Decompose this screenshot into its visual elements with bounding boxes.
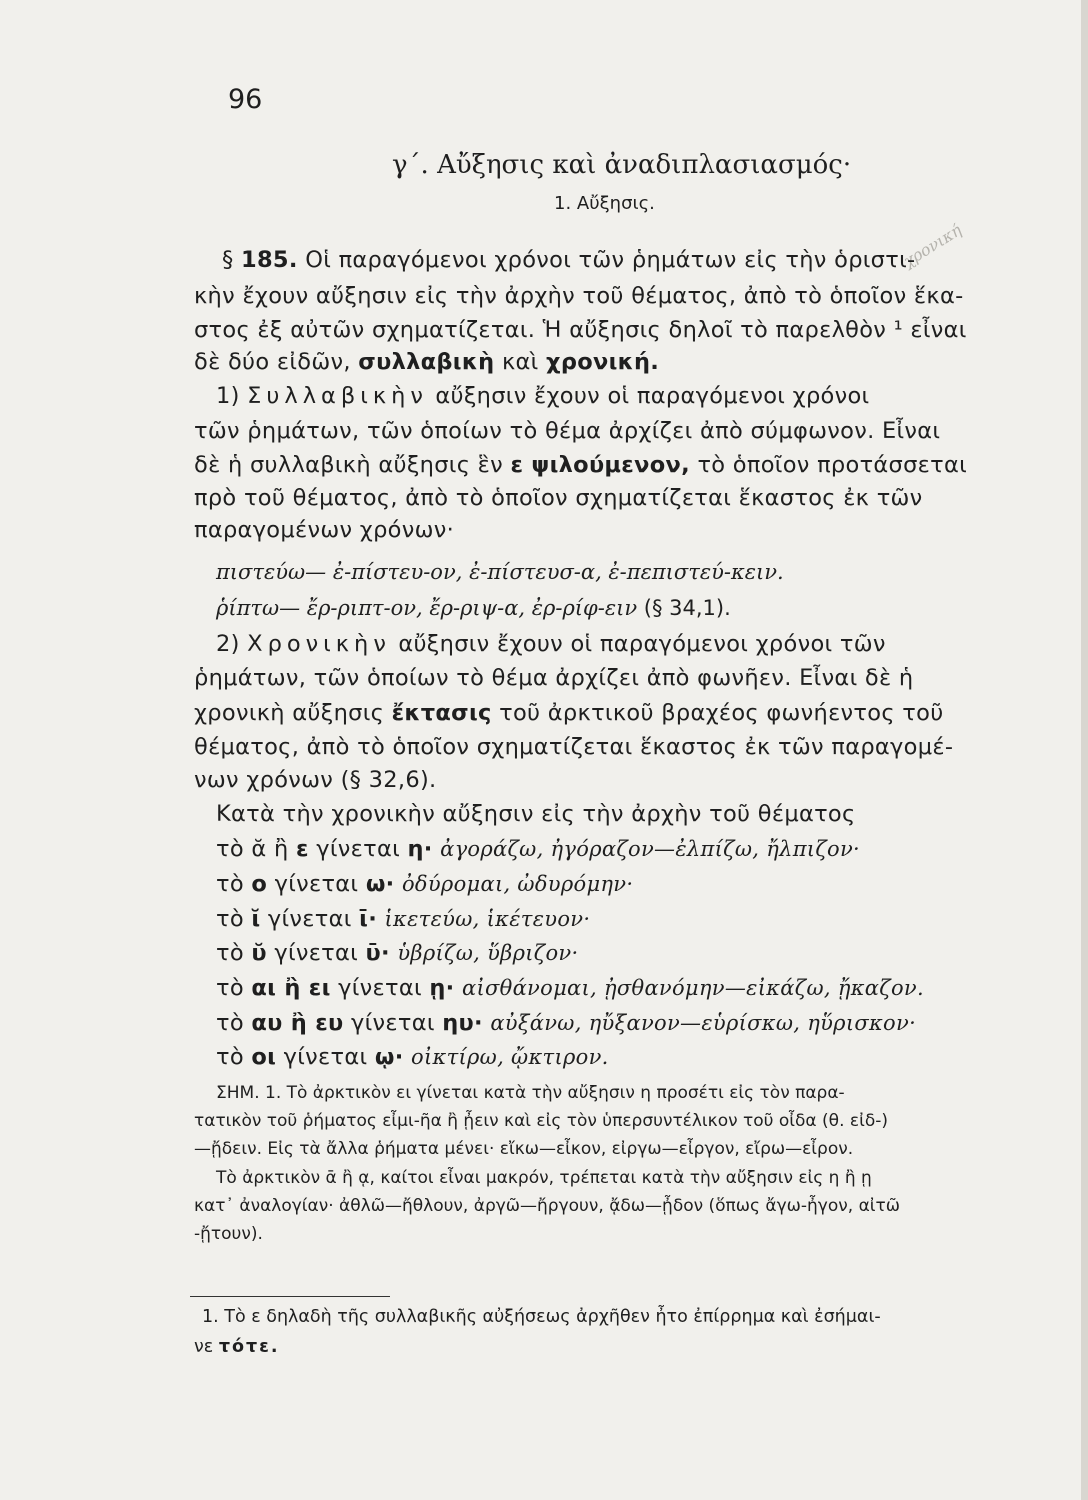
bold-term: ε ψιλούμενον, bbox=[510, 452, 690, 478]
text: τὸ bbox=[216, 1010, 244, 1036]
note-line: -ᾔτουν). bbox=[194, 1224, 263, 1244]
paragraph-2-line-1 bbox=[216, 631, 886, 657]
example: ὀδύρομαι, ὠδυρόμην· bbox=[401, 872, 634, 896]
chapter-title: γ΄. Αὔξησις καὶ ἀναδιπλασιασμός· bbox=[392, 150, 852, 180]
text: γίνεται bbox=[283, 1044, 368, 1070]
margin-note: χρονική bbox=[899, 220, 965, 271]
vowel: ο bbox=[251, 871, 268, 897]
text: χρονικὴ αὔξησις bbox=[194, 700, 385, 726]
spaced-term: τότε. bbox=[218, 1337, 280, 1357]
paragraph-1-line-4: πρὸ τοῦ θέματος, ἀπὸ τὸ ὁποῖον σχηματίζεται ἕκαστος ἐκ τῶν bbox=[194, 485, 923, 511]
paragraph-2-line-5: νων χρόνων (§ 32,6). bbox=[194, 767, 437, 793]
rule-row bbox=[216, 836, 860, 862]
rule-row bbox=[216, 940, 578, 966]
example: αἰσθάνομαι, ᾐσθανόμην—εἰκάζω, ᾔκαζον. bbox=[461, 976, 924, 1000]
text: Οἱ παραγόμενοι χρόνοι τῶν ῥημάτων εἰς τὴν ὁριστι- bbox=[305, 247, 916, 273]
text: τὸ bbox=[216, 1044, 244, 1070]
item-number: 1) bbox=[216, 383, 240, 409]
rule-row bbox=[216, 871, 633, 897]
text: γίνεται bbox=[316, 836, 401, 862]
rule-row bbox=[216, 1044, 609, 1070]
text: τὸ bbox=[216, 906, 244, 932]
paragraph-1-line-3 bbox=[194, 452, 967, 478]
vowel-result: η· bbox=[407, 836, 433, 862]
reference: (§ 34,1). bbox=[643, 596, 731, 620]
term-syllabic: συλλαβικὴ bbox=[358, 349, 495, 375]
vowel-result: ῃ· bbox=[429, 975, 455, 1001]
example-line-2 bbox=[216, 596, 731, 620]
example: οἰκτίρω, ᾤκτιρον. bbox=[411, 1045, 609, 1069]
paragraph-185-line-1 bbox=[222, 247, 915, 273]
vowel-result: ῳ· bbox=[374, 1044, 404, 1070]
rule-row bbox=[216, 975, 924, 1001]
text: τὸ ᾰ ἢ bbox=[216, 836, 289, 862]
paragraph-185-line-4 bbox=[194, 349, 659, 375]
footnote-line-1: 1. Τὸ ε δηλαδὴ τῆς συλλαβικῆς αὐξήσεως ἀρχῆθεν ἦτο ἐπίρρημα καὶ ἐσήμαι- bbox=[202, 1307, 881, 1327]
vowel-result: ῡ· bbox=[365, 940, 390, 966]
example: ἀγοράζω, ἠγόραζον—ἐλπίζω, ἤλπιζον· bbox=[440, 837, 861, 861]
footnote-line-2 bbox=[194, 1337, 280, 1357]
text: γίνεται bbox=[274, 940, 359, 966]
spaced-term: Χρονικὴν bbox=[247, 631, 391, 657]
text: καὶ bbox=[501, 349, 539, 375]
paragraph-185-line-3: στος ἐξ αὐτῶν σχηματίζεται. Ἡ αὔξησις δηλοῖ τὸ παρελθὸν ¹ εἶναι bbox=[194, 317, 967, 343]
example-line-1: πιστεύω— ἐ-πίστευ-ον, ἐ-πίστευσ-α, ἐ-πεπιστεύ-κειν. bbox=[216, 560, 784, 584]
bold-term: ἔκτασις bbox=[391, 700, 492, 726]
rule-row bbox=[216, 1010, 916, 1036]
kata-line: Κατὰ τὴν χρονικὴν αὔξησιν εἰς τὴν ἀρχὴν τοῦ θέματος bbox=[216, 801, 856, 827]
text: γίνεται bbox=[350, 1010, 435, 1036]
paragraph-1-line-5: παραγομένων χρόνων· bbox=[194, 517, 455, 543]
item-number: 2) bbox=[216, 631, 240, 657]
page-edge bbox=[1081, 0, 1088, 1500]
note-line: —ᾔδειν. Εἰς τὰ ἄλλα ῥήματα μένει· εἴκω—εἶκον, εἰργω—εἶργον, εἴρω—εἶρον. bbox=[194, 1139, 854, 1159]
paragraph-185-line-2: κὴν ἔχουν αὔξησιν εἰς τὴν ἀρχὴν τοῦ θέματος, ἀπὸ τὸ ὁποῖον ἕκα- bbox=[194, 283, 964, 309]
vowel-result: ηυ· bbox=[442, 1010, 483, 1036]
paragraph-2-line-2: ῥημάτων, τῶν ὁποίων τὸ θέμα ἀρχίζει ἀπὸ φωνῆεν. Εἶναι δὲ ἡ bbox=[194, 665, 914, 691]
vowel-result: ω· bbox=[365, 871, 395, 897]
vowel: ῐ bbox=[251, 906, 261, 932]
vowel: ῠ bbox=[251, 940, 267, 966]
footnote-divider bbox=[190, 1296, 390, 1297]
text: τὸ ὁποῖον προτάσσεται bbox=[697, 452, 968, 478]
section-number: 185. bbox=[241, 247, 298, 273]
text: αὔξησιν ἔχουν οἱ παραγόμενοι χρόνοι τῶν bbox=[398, 631, 886, 657]
spaced-term: Συλλαβικὴν bbox=[247, 383, 428, 409]
rule-row bbox=[216, 906, 590, 932]
text: δὲ ἡ συλλαβικὴ αὔξησις ἓν bbox=[194, 452, 503, 478]
vowel: αι ἢ ει bbox=[251, 975, 331, 1001]
text: γίνεται bbox=[338, 975, 422, 1001]
example: ἱκετεύω, ἱκέτευον· bbox=[384, 907, 591, 931]
note-line: Τὸ ἀρκτικὸν ᾱ ἢ ᾳ, καίτοι εἶναι μακρόν, τρέπεται κατὰ τὴν αὔξησιν εἰς η ἢ ῃ bbox=[216, 1168, 872, 1188]
text: νε bbox=[194, 1337, 214, 1357]
note-line: κατ᾽ ἀναλογίαν· ἀθλῶ—ἤθλουν, ἀργῶ—ἤργουν, ᾄδω—ᾖδον (ὅπως ἄγω-ἦγον, αἰτῶ bbox=[194, 1196, 901, 1216]
text: ῥίπτω— ἔρ-ριπτ-ον, ἔρ-ριψ-α, ἐρ-ρίφ-ειν bbox=[216, 596, 638, 620]
text: αὔξησιν ἔχουν οἱ παραγόμενοι χρόνοι bbox=[435, 383, 870, 409]
page-number: 96 bbox=[228, 84, 263, 115]
section-sign: § bbox=[222, 247, 234, 273]
example: ὑβρίζω, ὕβριζον· bbox=[397, 941, 579, 965]
text: τὸ bbox=[216, 975, 244, 1001]
text: τὸ bbox=[216, 871, 244, 897]
text: γίνεται bbox=[274, 871, 359, 897]
paragraph-2-line-4: θέματος, ἀπὸ τὸ ὁποῖον σχηματίζεται ἕκαστος ἐκ τῶν παραγομέ- bbox=[194, 734, 954, 760]
text: δὲ δύο εἰδῶν, bbox=[194, 349, 351, 375]
text: τοῦ ἀρκτικοῦ βραχέος φωνήεντος τοῦ bbox=[499, 700, 944, 726]
vowel: ε bbox=[295, 836, 309, 862]
section-title: 1. Αὔξησις. bbox=[554, 193, 655, 214]
vowel: οι bbox=[251, 1044, 277, 1070]
example: αὐξάνω, ηὔξανον—εὑρίσκω, ηὕρισκον· bbox=[490, 1011, 917, 1035]
note-line: τατικὸν τοῦ ῥήματος εἶμι-ῆα ἢ ᾖειν καὶ εἰς τὸν ὑπερσυντέλικον τοῦ οἶδα (θ. εἰδ-) bbox=[194, 1111, 888, 1131]
text: γίνεται bbox=[267, 906, 352, 932]
note-line: ΣΗΜ. 1. Τὸ ἀρκτικὸν ει γίνεται κατὰ τὴν αὔξησιν η προσέτι εἰς τὸν παρα- bbox=[216, 1083, 845, 1103]
vowel: αυ ἢ ευ bbox=[251, 1010, 344, 1036]
text: τὸ bbox=[216, 940, 244, 966]
paragraph-1-line-1 bbox=[216, 383, 869, 409]
paragraph-2-line-3 bbox=[194, 700, 944, 726]
vowel-result: ῑ· bbox=[359, 906, 378, 932]
term-temporal: χρονική. bbox=[546, 349, 660, 375]
paragraph-1-line-2: τῶν ῥημάτων, τῶν ὁποίων τὸ θέμα ἀρχίζει ἀπὸ σύμφωνον. Εἶναι bbox=[194, 418, 941, 444]
